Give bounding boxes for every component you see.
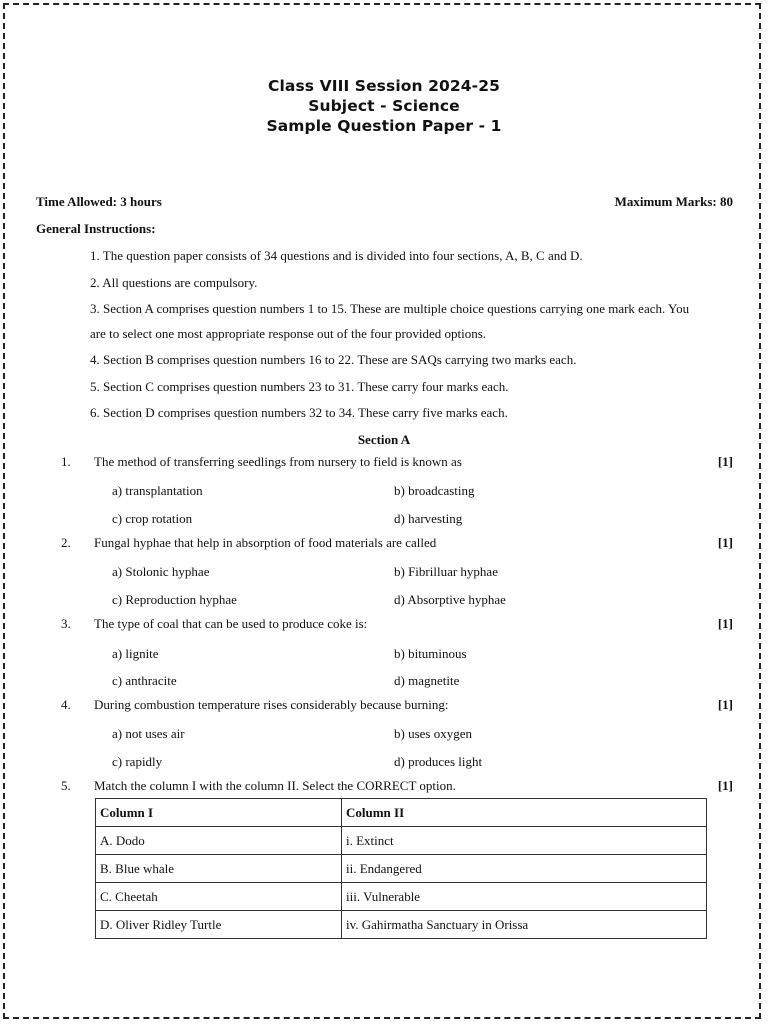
- table-cell: iii. Vulnerable: [342, 883, 707, 911]
- option-a: a) transplantation: [112, 483, 203, 498]
- instruction-item: are to select one most appropriate response out of the four provided options.: [90, 326, 487, 341]
- table-cell: B. Blue whale: [96, 855, 342, 883]
- option-c: c) crop rotation: [112, 511, 193, 526]
- instruction-item: 2. All questions are compulsory.: [90, 275, 258, 290]
- match-table: [95, 798, 707, 939]
- table-cell: i. Extinct: [342, 827, 707, 855]
- question-text: The method of transferring seedlings from nursery to field is known as: [94, 454, 462, 469]
- option-c: c) Reproduction hyphae: [112, 592, 237, 607]
- table-row: [96, 827, 707, 855]
- instruction-item: 4. Section B comprises question numbers 16 to 22. These are SAQs carrying two marks each.: [90, 352, 577, 367]
- option-c: c) anthracite: [112, 673, 177, 688]
- instruction-item: 1. The question paper consists of 34 questions and is divided into four sections, A, B, C and D.: [90, 248, 583, 263]
- question-number: 4.: [61, 697, 71, 712]
- option-d: d) harvesting: [394, 511, 463, 526]
- question-number: 1.: [61, 454, 71, 469]
- option-b: b) bituminous: [394, 646, 467, 661]
- table-row: [96, 883, 707, 911]
- header-subject: Subject - Science: [308, 97, 460, 115]
- question-number: 2.: [61, 535, 71, 550]
- question-text: Match the column I with the column II. Select the CORRECT option.: [94, 778, 456, 793]
- column-header: Column II: [342, 799, 707, 827]
- question-marks: [1]: [717, 697, 733, 712]
- question-marks: [1]: [717, 778, 733, 793]
- question-marks: [1]: [717, 616, 733, 631]
- question-number: 5.: [61, 778, 71, 793]
- question-marks: [1]: [717, 535, 733, 550]
- option-c: c) rapidly: [112, 754, 163, 769]
- table-header-row: [96, 799, 707, 827]
- question-marks: [1]: [717, 454, 733, 469]
- header-class-session: Class VIII Session 2024-25: [268, 77, 500, 95]
- time-allowed: Time Allowed: 3 hours: [36, 194, 162, 209]
- table-cell: iv. Gahirmatha Sanctuary in Orissa: [342, 911, 707, 939]
- option-b: b) Fibrilluar hyphae: [394, 564, 498, 579]
- section-title: Section A: [357, 432, 411, 447]
- option-d: d) produces light: [394, 754, 483, 769]
- option-a: a) not uses air: [112, 726, 185, 741]
- instruction-item: 3. Section A comprises question numbers 1 to 15. These are multiple choice questions carrying one mark each. You: [90, 301, 690, 316]
- instruction-item: 5. Section C comprises question numbers 23 to 31. These carry four marks each.: [90, 379, 509, 394]
- table-row: [96, 911, 707, 939]
- option-b: b) uses oxygen: [394, 726, 472, 741]
- table-row: [96, 855, 707, 883]
- option-a: a) lignite: [112, 646, 159, 661]
- instruction-item: 6. Section D comprises question numbers 32 to 34. These carry five marks each.: [90, 405, 508, 420]
- instructions-heading: General Instructions:: [36, 221, 156, 236]
- question-number: 3.: [61, 616, 71, 631]
- option-a: a) Stolonic hyphae: [112, 564, 210, 579]
- option-d: d) Absorptive hyphae: [394, 592, 506, 607]
- question-text: During combustion temperature rises considerably because burning:: [94, 697, 449, 712]
- maximum-marks: Maximum Marks: 80: [614, 194, 733, 209]
- header-paper-title: Sample Question Paper - 1: [266, 117, 502, 135]
- table-cell: A. Dodo: [96, 827, 342, 855]
- option-b: b) broadcasting: [394, 483, 475, 498]
- question-text: The type of coal that can be used to produce coke is:: [94, 616, 368, 631]
- option-d: d) magnetite: [394, 673, 460, 688]
- column-header: Column I: [96, 799, 342, 827]
- table-cell: C. Cheetah: [96, 883, 342, 911]
- table-cell: ii. Endangered: [342, 855, 707, 883]
- table-cell: D. Oliver Ridley Turtle: [96, 911, 342, 939]
- question-text: Fungal hyphae that help in absorption of food materials are called: [94, 535, 437, 550]
